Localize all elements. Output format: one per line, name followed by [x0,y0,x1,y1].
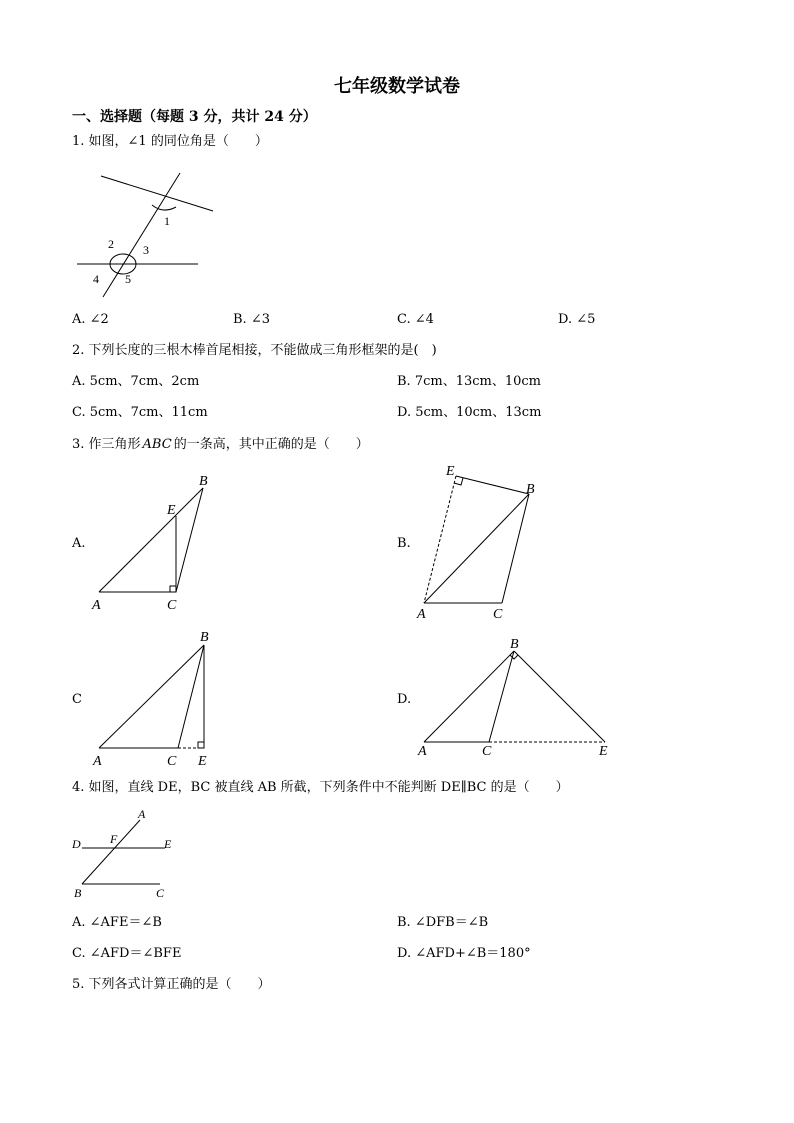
q3-option-c-letter: C [72,692,82,707]
q4-option-d: D. ∠AFD+∠B＝180° [397,946,531,961]
q1-stem: 1. 如图，∠1 的同位角是（ ） [72,134,268,149]
q4-option-b: B. ∠DFB＝∠B [397,915,489,930]
q4-option-c: C. ∠AFD＝∠BFE [72,946,182,961]
q3-stem-abc: ABC [142,437,172,452]
q1-option-d: D. ∠5 [558,312,596,327]
q3b-label-e: E [446,464,455,479]
q3-option-b-letter: B. [397,536,411,551]
q2-option-d: D. 5cm、10cm、13cm [397,405,542,420]
q3c-label-b: B [200,630,209,645]
q3c-label-c: C [167,754,177,769]
q3c-label-e: E [198,754,207,769]
q1-option-b: B. ∠3 [233,312,270,327]
q4-label-c: C [156,886,165,900]
q4-label-e: E [164,837,172,851]
q3a-label-b: B [199,474,208,489]
q4-option-a: A. ∠AFE＝∠B [72,915,162,930]
q1-option-a: A. ∠2 [72,312,109,327]
q1-label-2: 2 [108,237,114,251]
q3d-label-e: E [599,744,608,759]
q3-option-a-letter: A. [72,536,86,551]
q3-stem-suffix: 的一条高，其中正确的是（ ） [173,437,369,452]
q3d-label-c: C [482,744,492,759]
q3-option-d-letter: D. [397,692,412,707]
q4-stem: 4. 如图，直线 DE，BC 被直线 AB 所截，下列条件中不能判断 DE∥BC 的是（ ） [72,780,569,795]
q5-stem: 5. 下列各式计算正确的是（ ） [72,977,271,992]
q4-label-a: A [138,807,146,821]
q2-option-c: C. 5cm、7cm、11cm [72,405,208,420]
q4-label-b: B [74,886,82,900]
q4-line-ab [82,820,140,884]
q1-label-3: 3 [143,243,149,257]
q3a-label-a: A [92,598,101,613]
page-title: 七年级数学试卷 [334,76,460,97]
q3b-label-c: C [493,607,503,622]
section-heading: 一、选择题（每题 3 分，共计 24 分） [72,109,317,125]
q3d-label-a: A [418,744,427,759]
q2-stem: 2. 下列长度的三根木棒首尾相接，不能做成三角形框架的是( ) [72,343,437,358]
q1-option-c: C. ∠4 [397,312,434,327]
q2-option-b: B. 7cm、13cm、10cm [397,374,541,389]
q3a-label-e: E [167,503,176,518]
q3d-label-b: B [510,637,519,652]
q3a-label-c: C [167,598,177,613]
q3-stem-prefix: 3. 作三角形 [72,437,141,452]
q3b-label-b: B [526,482,535,497]
q1-label-4: 4 [93,272,99,286]
q1-label-1: 1 [164,214,170,228]
q1-label-5: 5 [125,272,131,286]
q4-label-f: F [110,832,118,846]
q3b-label-a: A [417,607,426,622]
q3c-label-a: A [93,754,102,769]
q4-label-d: D [72,837,81,851]
q2-option-a: A. 5cm、7cm、2cm [72,374,200,389]
